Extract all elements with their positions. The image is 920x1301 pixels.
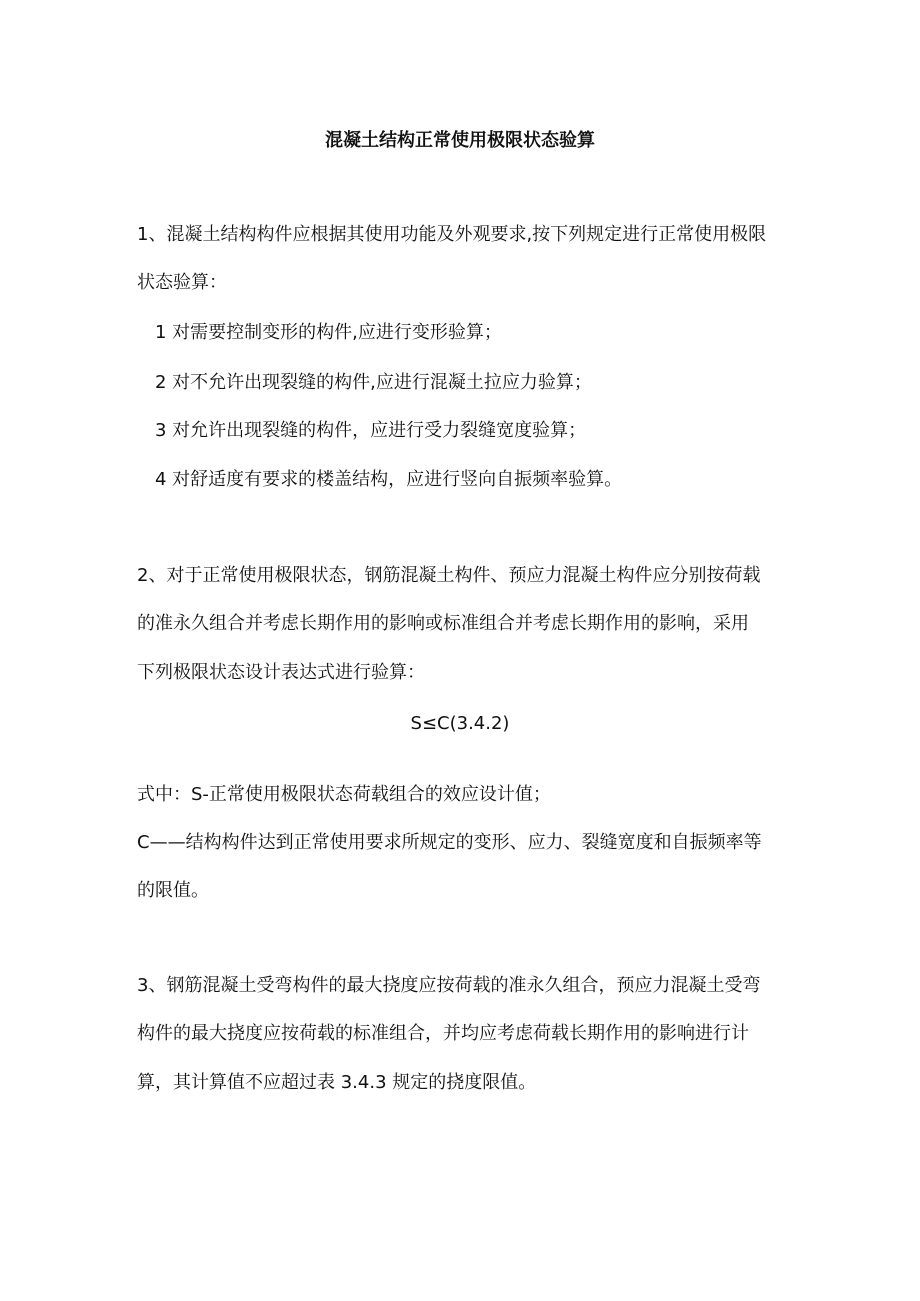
section-1-item-2: 2 对不允许出现裂缝的构件,应进行混凝土拉应力验算； — [155, 372, 592, 393]
section-3-line-3: 算，其计算值不应超过表 3.4.3 规定的挠度限值。 — [137, 1072, 537, 1093]
page-title: 混凝土结构正常使用极限状态验算 — [325, 130, 595, 151]
section-1-item-4: 4 对舒适度有要求的楼盖结构，应进行竖向自振频率验算。 — [155, 469, 623, 490]
section-1-line-1: 1、混凝土结构构件应根据其使用功能及外观要求,按下列规定进行正常使用极限 — [137, 224, 767, 245]
formula-where-s: 式中：S-正常使用极限状态荷载组合的效应设计值； — [137, 784, 551, 805]
formula-where-c-line-1: C——结构构件达到正常使用要求所规定的变形、应力、裂缝宽度和自振频率等 — [137, 832, 762, 853]
section-3-line-1: 3、钢筋混凝土受弯构件的最大挠度应按荷载的准永久组合，预应力混凝土受弯 — [137, 975, 761, 996]
formula: S≤C(3.4.2) — [410, 713, 510, 734]
section-1-item-1: 1 对需要控制变形的构件,应进行变形验算； — [155, 322, 502, 343]
section-2-line-2: 的准永久组合并考虑长期作用的影响或标准组合并考虑长期作用的影响，采用 — [137, 613, 749, 634]
section-2-line-1: 2、对于正常使用极限状态，钢筋混凝土构件、预应力混凝土构件应分别按荷载 — [137, 565, 761, 586]
section-3-line-2: 构件的最大挠度应按荷载的标准组合，并均应考虑荷载长期作用的影响进行计 — [137, 1023, 749, 1044]
section-1-item-3: 3 对允许出现裂缝的构件，应进行受力裂缝宽度验算； — [155, 420, 587, 441]
section-2-line-3: 下列极限状态设计表达式进行验算： — [137, 662, 425, 683]
section-1-line-2: 状态验算： — [137, 272, 227, 293]
formula-where-c-line-2: 的限值。 — [137, 880, 209, 901]
